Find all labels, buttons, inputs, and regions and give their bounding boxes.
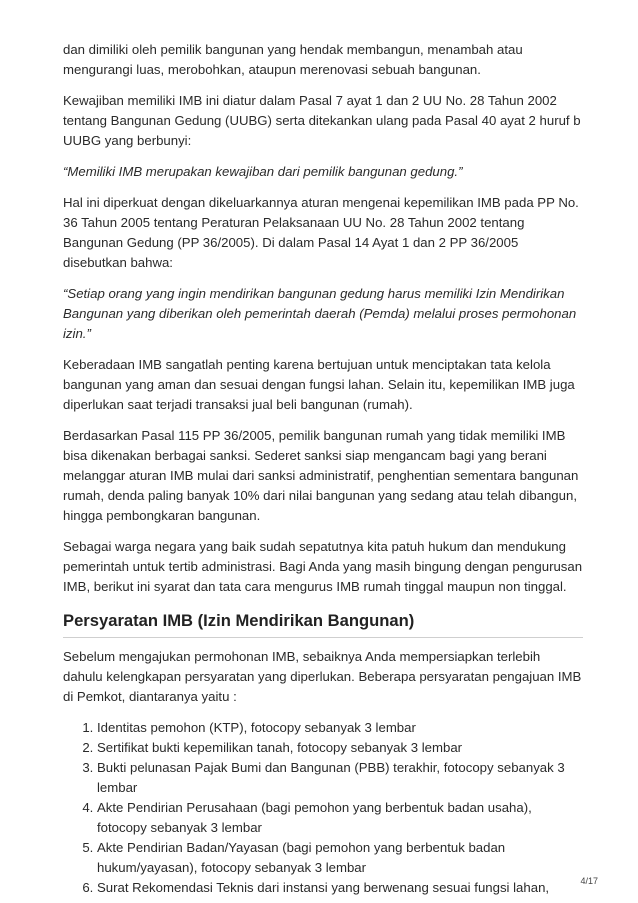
paragraph-imb-definition: dan dimiliki oleh pemilik bangunan yang hendak membangun, menambah atau mengurangi luas, merobohkan, ataupun merenovasi sebuah bangunan.: [63, 42, 523, 77]
paragraph-civic-duty: Sebagai warga negara yang baik sudah sepatutnya kita patuh hukum dan mendukung pemerintah untuk tertib administrasi. Bagi Anda yang masih bingung dengan pengurusan IMB, berikut ini syarat dan tata cara mengurus IMB rumah tinggal maupun non tinggal.: [63, 539, 583, 594]
quote-uubg: “Memiliki IMB merupakan kewajiban dari pemilik bangunan gedung.”: [63, 164, 463, 179]
list-item: 3. Bukti pelunasan Pajak Bumi dan Bangunan (PBB) terakhir, fotocopy sebanyak 3 lembar: [97, 758, 583, 798]
section-heading-persyaratan: Persyaratan IMB (Izin Mendirikan Bangunan): [63, 611, 583, 638]
paragraph-imb-importance: Keberadaan IMB sangatlah penting karena bertujuan untuk menciptakan tata kelola bangunan yang aman dan sesuai dengan fungsi lahan. Selain itu, kepemilikan IMB juga diperlukan saat terjadi transaksi jual beli bangunan (rumah).: [63, 357, 575, 412]
paragraph-sanctions: Berdasarkan Pasal 115 PP 36/2005, pemilik bangunan rumah yang tidak memiliki IMB bisa dikenakan berbagai sanksi. Sederet sanksi siap mengancam bagi yang berani melanggar aturan IMB mulai dari sanksi administratif, penghentian sementara bangunan rumah, denda paling banyak 10% dari nilai bangunan yang sedang atau telah dibangun, hingga pembongkaran bangunan.: [63, 428, 579, 523]
page-number: 4/17: [580, 876, 598, 886]
paragraph-uubg-regulation: Kewajiban memiliki IMB ini diatur dalam Pasal 7 ayat 1 dan 2 UU No. 28 Tahun 2002 tentang Bangunan Gedung (UUBG) serta ditekankan ulang pada Pasal 40 ayat 2 huruf b UUBG yang berbunyi:: [63, 93, 581, 148]
list-item: 5. Akte Pendirian Badan/Yayasan (bagi pemohon yang berbentuk badan hukum/yayasan), fotocopy sebanyak 3 lembar: [97, 838, 583, 878]
list-item: 4. Akte Pendirian Perusahaan (bagi pemohon yang berbentuk badan usaha), fotocopy sebanyak 3 lembar: [97, 798, 583, 838]
list-item: 1. Identitas pemohon (KTP), fotocopy sebanyak 3 lembar: [97, 718, 583, 738]
document-page: [63, 40, 583, 898]
quote-pp-36-2005: “Setiap orang yang ingin mendirikan bangunan gedung harus memiliki Izin Mendirikan Bangunan yang diberikan oleh pemerintah daerah (Pemda) melalui proses permohonan izin.”: [63, 286, 577, 341]
section-intro: Sebelum mengajukan permohonan IMB, sebaiknya Anda mempersiapkan terlebih dahulu kelengkapan persyaratan yang diperlukan. Beberapa persyaratan pengajuan IMB di Pemkot, diantaranya yaitu :: [63, 649, 582, 704]
paragraph-pp-36-2005: Hal ini diperkuat dengan dikeluarkannya aturan mengenai kepemilikan IMB pada PP No. 36 Tahun 2005 tentang Peraturan Pelaksanaan UU No. 28 Tahun 2002 tentang Bangunan Gedung (PP 36/2005). Di dalam Pasal 14 Ayat 1 dan 2 PP 36/2005 disebutkan bahwa:: [63, 195, 579, 270]
list-item: 2. Sertifikat bukti kepemilikan tanah, fotocopy sebanyak 3 lembar: [97, 738, 583, 758]
requirements-list: [63, 718, 583, 898]
list-item: 6. Surat Rekomendasi Teknis dari instansi yang berwenang sesuai fungsi lahan,: [97, 878, 583, 898]
